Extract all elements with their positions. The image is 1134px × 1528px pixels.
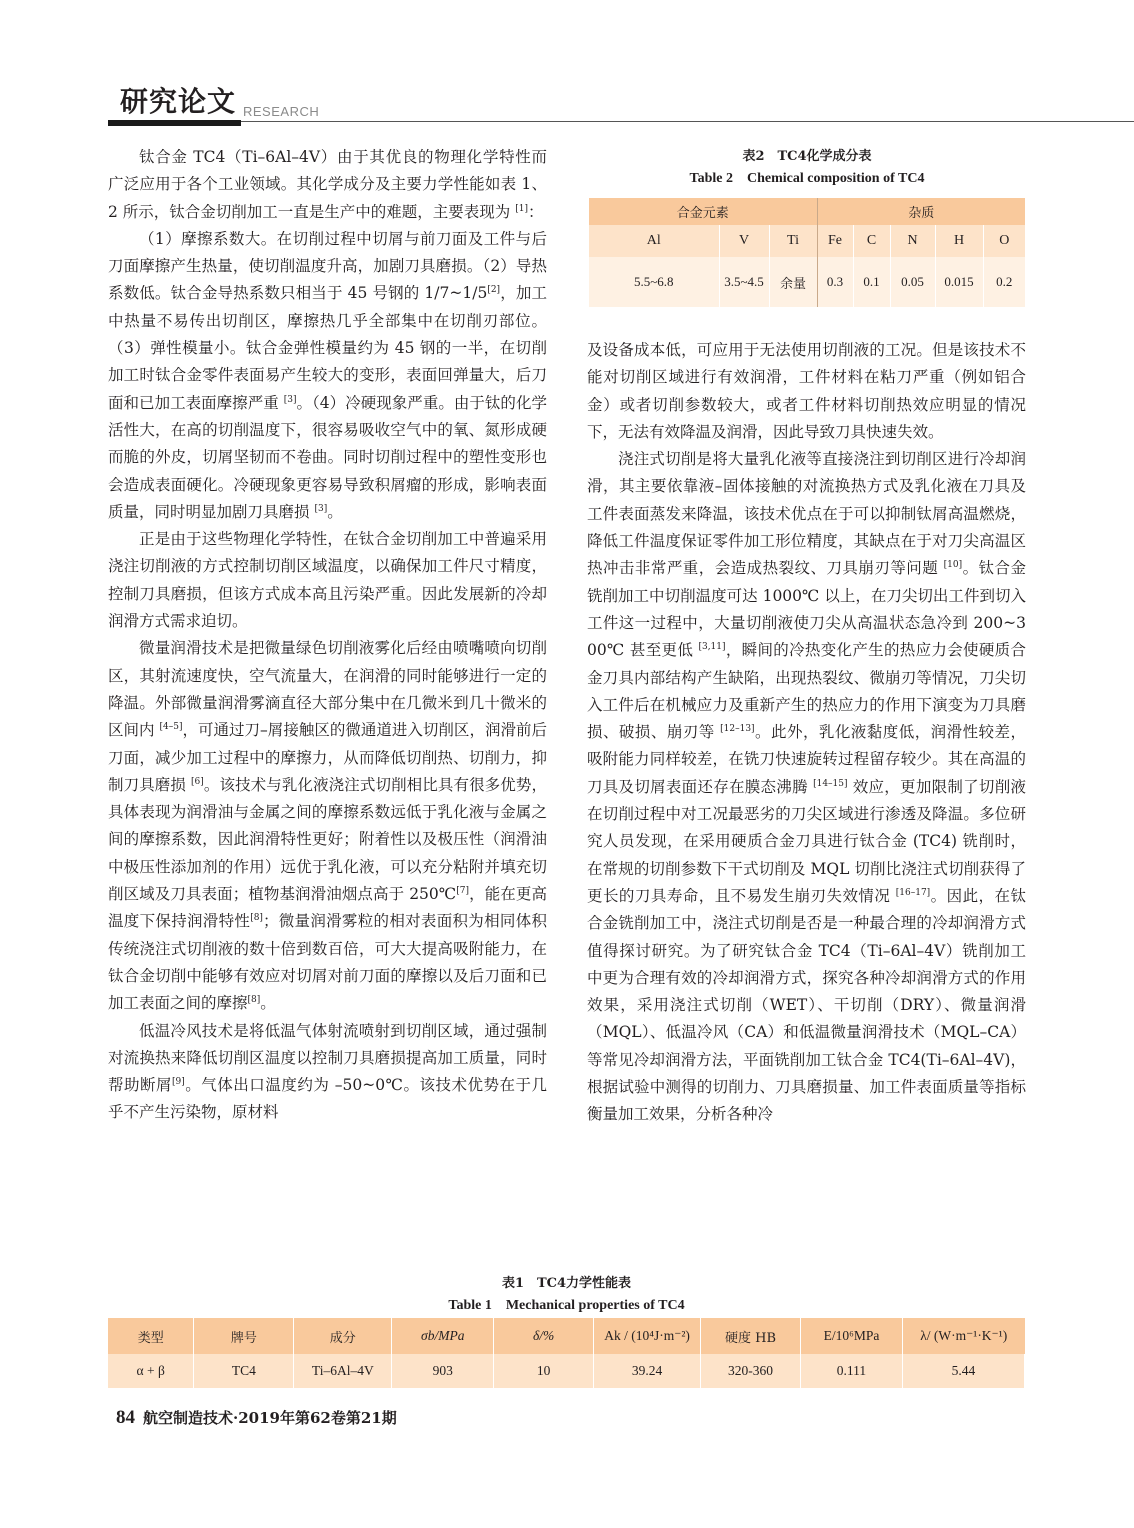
table2-col-header: Fe — [817, 225, 853, 257]
table1-cell: TC4 — [194, 1354, 294, 1388]
table2-col-header: V — [719, 225, 769, 257]
table1-cell: Ti–6Al–4V — [294, 1354, 392, 1388]
table2-group-alloy: 合金元素 — [589, 198, 817, 225]
table1-cell: 320-360 — [701, 1354, 801, 1388]
paragraph: 低温冷风技术是将低温气体射流喷射到切削区域，通过强制对流换热来降低切削区温度以控制刀具磨损提高加工质量，同时帮助断屑[9]。气体出口温度约为 –50~0℃。该技术优势在于几乎不产生污染物，原材料 — [108, 1021, 547, 1122]
table2-group-row — [589, 198, 1025, 225]
table2-group-impurity: 杂质 — [817, 198, 1025, 225]
paragraph: 钛合金 TC4（Ti–6Al–4V）由于其优良的物理化学特性而广泛应用于各个工业领域。其化学成分及主要力学性能如表 1、2 所示，钛合金切削加工一直是生产中的难题，主要表现为 [1]： — [108, 148, 547, 221]
table1-col-header: E/10⁶MPa — [801, 1318, 903, 1354]
table2-col-header: Ti — [769, 225, 817, 257]
table2-cell: 余量 — [769, 257, 817, 307]
table2-col-header: H — [935, 225, 983, 257]
paragraph: （1）摩擦系数大。在切削过程中切屑与前刀面及工件与后刀面摩擦产生热量，使切削温度升高，加剧刀具磨损。（2）导热系数低。钛合金导热系数只相当于 45 号钢的 1/7~1/5[2]，加工中热量不易传出切削区，摩擦热几乎全部集中在切削刃部位。（3）弹性模量小。钛合金弹性模量约为 45 钢的一半，在切削加工时钛合金零件表面易产生较大的变形，表面回弹量大，后刀面和已加工表面摩擦严重 [3]。（4）冷硬现象严重。由于钛的化学活性大，在高的切削温度下，很容易吸收空气中的氧、氮形成硬而脆的外皮，切屑坚韧而不卷曲。同时切削过程中的塑性变形也会造成表面硬化。冷硬现象更容易导致积屑瘤的形成，影响表面质量，同时明显加剧刀具磨损 [3]。 — [108, 229, 547, 521]
table1-col-header: 硬度 HB — [701, 1318, 801, 1354]
table1-cell: 5.44 — [902, 1354, 1024, 1388]
table2-caption-en: Table 2 Chemical composition of TC4 — [689, 171, 925, 186]
header-bar — [108, 120, 241, 126]
table1-header-row — [108, 1318, 1025, 1354]
table1-cell: 10 — [494, 1354, 594, 1388]
table2-cell: 0.1 — [853, 257, 890, 307]
table1-col-header: 成分 — [294, 1318, 392, 1354]
table1-col-header: σb/MPa — [392, 1318, 494, 1354]
table2-col-header: C — [853, 225, 890, 257]
section-subtitle: RESEARCH — [243, 104, 320, 119]
page-footer — [116, 1407, 397, 1429]
table1-mechanical-properties — [108, 1318, 1025, 1388]
page-number: 84 — [116, 1407, 135, 1428]
paragraph: 及设备成本低，可应用于无法使用切削液的工况。但是该技术不能对切削区域进行有效润滑，工件材料在粘刀严重（例如铝合金）或者切削参数较大，或者工件材料切削热效应明显的情况下，无法有效降温及润滑，因此导致刀具快速失效。 — [587, 341, 1026, 441]
table1-caption — [108, 1273, 1025, 1317]
table1-col-header: 牌号 — [194, 1318, 294, 1354]
table1-caption-cn: 表1 TC4力学性能表 — [501, 1276, 632, 1291]
paragraph: 浇注式切削是将大量乳化液等直接浇注到切削区进行冷却润滑，其主要依靠液–固体接触的对流换热方式及乳化液在刀具及工件表面蒸发来降温，该技术优点在于可以抑制钛屑高温燃烧，降低工件温度保证零件加工形位精度，其缺点在于对刀尖高温区热冲击非常严重，会造成热裂纹、刀具崩刃等问题 [10]。钛合金铣削加工中切削温度可达 1000℃ 以上，在刀尖切出工件到切入工件这一过程中，大量切削液使刀尖从高温状态急冷到 200~300℃ 甚至更低 [3,11]，瞬间的冷热变化产生的热应力会使硬质合金刀具内部结构产生缺陷，出现热裂纹、微崩刃等情况，刀尖切入工件后在机械应力及重新产生的热应力的作用下演变为刀具磨损、破损、崩刃等 [12–13]。此外，乳化液黏度低，润滑性较差，吸附能力同样较差，在铣刀快速旋转过程留存较少。其在高温的刀具及切屑表面还存在膜态沸腾 [14–15] 效应，更加限制了切削液在切削过程中对工况最恶劣的刀尖区域进行渗透及降温。多位研究人员发现，在采用硬质合金刀具进行钛合金 (TC4) 铣削时，在常规的切削参数下干式切削及 MQL 切削比浇注式切削获得了更长的刀具寿命，且不易发生崩刃失效情况 [16–17]。因此，在钛合金铣削加工中，浇注式切削是否是一种最合理的冷却润滑方式值得探讨研究。为了研究钛合金 TC4（Ti–6Al–4V）铣削加工中更为合理有效的冷却润滑方式，探究各种冷却润滑方式的作用效果，采用浇注式切削（WET）、干切削（DRY）、微量润滑（MQL）、低温冷风（CA）和低温微量润滑技术（MQL–CA）等常见冷却润滑方法，平面铣削加工钛合金 TC4(Ti–6Al–4V)，根据试验中测得的切削力、刀具磨损量、加工件表面质量等指标衡量加工效果，分析各种冷 — [587, 450, 1026, 1124]
table2-chemical-composition — [589, 198, 1025, 307]
table1-data-row — [108, 1354, 1025, 1388]
left-column — [108, 144, 547, 1127]
table2-caption-cn: 表2 TC4化学成分表 — [742, 149, 872, 164]
table2-cell: 0.2 — [983, 257, 1025, 307]
table2-cell: 0.015 — [935, 257, 983, 307]
table1-caption-en: Table 1 Mechanical properties of TC4 — [448, 1298, 685, 1313]
table2-cell: 0.3 — [817, 257, 853, 307]
paragraph: 正是由于这些物理化学特性，在钛合金切削加工中普遍采用浇注切削液的方式控制切削区域温度，以确保加工件尺寸精度，控制刀具磨损，但该方式成本高且污染严重。因此发展新的冷却润滑方式需求迫切。 — [108, 530, 547, 631]
table2-caption — [589, 146, 1025, 190]
right-column — [587, 337, 1026, 1129]
table1-cell: 0.111 — [801, 1354, 903, 1388]
table1-col-header: δ/% — [494, 1318, 594, 1354]
table2-header-row — [589, 225, 1025, 257]
table1-col-header: λ/ (W·m⁻¹·K⁻¹) — [902, 1318, 1024, 1354]
table2-col-header: N — [890, 225, 935, 257]
table2-data-row — [589, 257, 1025, 307]
table2-cell: 3.5~4.5 — [719, 257, 769, 307]
journal-info: 航空制造技术·2019年第62卷第21期 — [143, 1409, 397, 1427]
table2-cell: 0.05 — [890, 257, 935, 307]
table1-cell: α + β — [108, 1354, 194, 1388]
table1-col-header: Ak / (10⁴J·m⁻²) — [594, 1318, 701, 1354]
table1-cell: 39.24 — [594, 1354, 701, 1388]
header-rule — [241, 121, 1134, 122]
table2-col-header: O — [983, 225, 1025, 257]
table1-cell: 903 — [392, 1354, 494, 1388]
table2-cell: 5.5~6.8 — [589, 257, 719, 307]
section-title: 研究论文 — [120, 85, 237, 118]
paragraph: 微量润滑技术是把微量绿色切削液雾化后经由喷嘴喷向切削区，其射流速度快，空气流量大，在润滑的同时能够进行一定的降温。外部微量润滑雾滴直径大部分集中在几微米到几十微米的区间内 [4–5]，可通过刀–屑接触区的微通道进入切削区，润滑前后刀面，减少加工过程中的摩擦力，从而降低切削热、切削力，抑制刀具磨损 [6]。该技术与乳化液浇注式切削相比具有很多优势，具体表现为润滑油与金属之间的摩擦系数远低于乳化液与金属之间的摩擦系数，因此润滑特性更好；附着性以及极压性（润滑油中极压性添加剂的作用）远优于乳化液，可以充分粘附并填充切削区域及刀具表面；植物基润滑油烟点高于 250℃[7]，能在更高温度下保持润滑特性[8]；微量润滑雾粒的相对表面积为相同体积传统浇注式切削液的数十倍到数百倍，可大大提高吸附能力，在钛合金切削中能够有效应对切屑对前刀面的摩擦以及后刀面和已加工表面之间的摩擦[8]。 — [108, 639, 547, 1013]
table2-col-header: Al — [589, 225, 719, 257]
table1-col-header: 类型 — [108, 1318, 194, 1354]
